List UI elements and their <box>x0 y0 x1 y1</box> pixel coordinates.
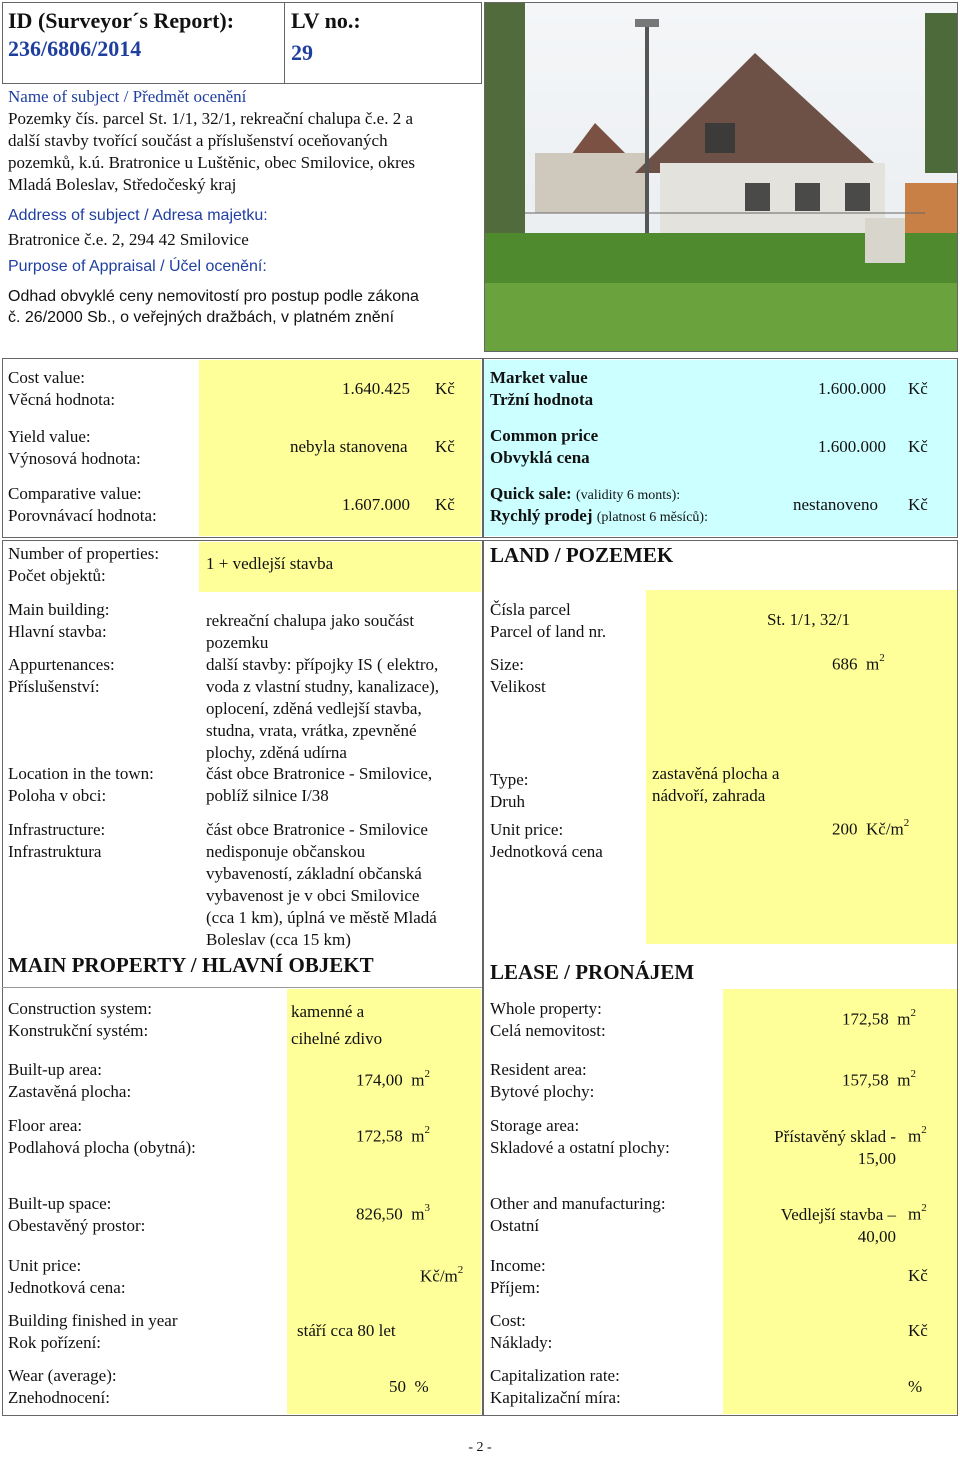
properties-count-label: Number of properties: Počet objektů: <box>8 544 160 586</box>
capitalization-label: Capitalization rate: Kapitalizační míra: <box>490 1366 621 1408</box>
year-finished-value: stáří cca 80 let <box>297 1321 396 1340</box>
wear-unit: % <box>414 1377 429 1396</box>
land-type-label: Type: Druh <box>490 770 529 812</box>
infrastructure-value: část obce Bratronice - Smilovice nedisponuje občanskou vybaveností, základní občanská vybavenost je v obci Smilovice (cca 1 km), úplná ve městě Mladá Boleslav (cca 15 km) <box>206 820 437 949</box>
comparative-value-label: Comparative value: Porovnávací hodnota: <box>8 484 157 526</box>
market-value-currency: Kč <box>908 379 928 398</box>
land-unit-price-unit: Kč/m <box>866 819 904 839</box>
builtup-space-unit: m <box>411 1204 425 1224</box>
builtup-area-label: Built-up area: Zastavěná plocha: <box>8 1060 132 1102</box>
yield-value-currency: Kč <box>435 437 455 456</box>
lv-value: 29 <box>291 40 313 65</box>
purpose-text <box>8 286 419 328</box>
cost-value-currency: Kč <box>435 379 455 398</box>
report-id-value: 236/6806/2014 <box>8 36 142 61</box>
cost-unit: Kč <box>908 1321 928 1340</box>
quick-sale-note-en: (validity 6 monts): <box>575 488 681 503</box>
market-value-amount: 1.600.000 <box>818 379 886 398</box>
storage-area-label: Storage area: Skladové a ostatní plochy: <box>490 1116 670 1158</box>
capitalization-unit: % <box>908 1377 923 1396</box>
construction-value: kamenné a cihelné zdivo <box>291 1002 383 1048</box>
common-price-currency: Kč <box>908 437 928 456</box>
cost-label: Cost: Náklady: <box>490 1311 553 1353</box>
address-label: Address of subject / Adresa majetku: <box>8 207 268 224</box>
subject-name-line-3: pozemků, k.ú. Bratronice u Luštěnic, obec Smilovice, okres <box>8 153 415 172</box>
subject-name-line-2: další stavby tvořící součást a příslušenství oceňovaných <box>8 131 388 150</box>
main-building-value: rekreační chalupa jako součást pozemku <box>206 611 415 652</box>
header-box <box>2 2 482 84</box>
properties-count-value: 1 + vedlejší stavba <box>206 554 334 573</box>
land-size-label: Size: Velikost <box>490 655 546 697</box>
location-label: Location in the town: Poloha v obci: <box>8 764 154 806</box>
storage-area-unit-m: m <box>908 1126 922 1146</box>
common-price-label: Common price Obvyklá cena <box>490 426 599 468</box>
appurtenances-value: další stavby: přípojky IS ( elektro, voda z vlastní studny, kanalizace), oplocení, zděná vedlejší stavba, studna, vrata, vrátka, zpevněné plochy, zděná udírna <box>206 655 440 762</box>
purpose-line-1: Odhad obvyklé ceny nemovitostí pro postup podle zákona <box>8 288 419 305</box>
floor-area-number: 172,58 <box>356 1126 403 1146</box>
other-label: Other and manufacturing: Ostatní <box>490 1194 666 1236</box>
subject-name-line-4: Mladá Boleslav, Středočeský kraj <box>8 175 237 194</box>
builtup-area-unit: m <box>411 1070 425 1090</box>
builtup-area-value: 174,00 $m^2$ <box>356 1068 430 1090</box>
quick-sale-label-cz: Rychlý prodej <box>490 506 593 526</box>
subject-name-text <box>8 108 476 196</box>
whole-property-unit: m <box>897 1009 911 1029</box>
whole-property-value: 172,58 $m^2$ <box>842 1007 916 1029</box>
values-divider <box>482 358 484 538</box>
details-divider <box>482 540 484 1416</box>
address-value: Bratronice č.e. 2, 294 42 Smilovice <box>8 230 249 249</box>
common-price-amount: 1.600.000 <box>818 437 886 456</box>
cost-value-amount: 1.640.425 <box>342 379 410 398</box>
lease-heading: LEASE / PRONÁJEM <box>490 960 695 984</box>
land-size-value: 686 $m^2$ <box>832 652 885 674</box>
subject-name-label: Name of subject / Předmět ocenění <box>8 87 247 106</box>
floor-area-label: Floor area: Podlahová plocha (obytná): <box>8 1116 196 1158</box>
land-unit-price-number: 200 <box>832 819 858 839</box>
quick-sale-note-cz: (platnost 6 měsíců): <box>596 510 708 526</box>
purpose-line-2: č. 26/2000 Sb., o veřejných dražbách, v platném znění <box>8 309 395 326</box>
floor-area-unit: m <box>411 1126 425 1146</box>
quick-sale-label-en: Quick sale: <box>490 484 572 503</box>
construction-label: Construction system: Konstrukční systém: <box>8 999 153 1041</box>
year-finished-label: Building finished in year Rok pořízení: <box>8 1311 178 1353</box>
infrastructure-label: Infrastructure: Infrastruktura <box>8 820 106 862</box>
lv-label: LV no.: <box>291 8 361 33</box>
unit-price-unit: Kč/m <box>420 1266 458 1286</box>
builtup-area-number: 174,00 <box>356 1070 403 1090</box>
wear-number: 50 <box>389 1377 406 1396</box>
resident-area-unit: m <box>897 1070 911 1090</box>
yield-value-label: Yield value: Výnosová hodnota: <box>8 427 141 469</box>
parcel-label: Čísla parcel Parcel of land nr. <box>490 600 607 642</box>
whole-property-number: 172,58 <box>842 1009 889 1029</box>
land-unit-price-value: 200 $Kč/m^2$ <box>832 817 910 839</box>
main-property-yellow-bg <box>287 989 481 1414</box>
main-property-rule <box>2 987 482 988</box>
quick-sale-amount: nestanoveno <box>793 495 878 514</box>
quick-sale-label <box>490 483 708 527</box>
unit-price-label: Unit price: Jednotková cena: <box>8 1256 126 1298</box>
report-id-label: ID (Surveyor´s Report): <box>8 8 235 33</box>
appurtenances-label: Appurtenances: Příslušenství: <box>8 655 115 697</box>
resident-area-value: 157,58 $m^2$ <box>842 1068 916 1090</box>
main-building-label: Main building: Hlavní stavba: <box>8 600 110 642</box>
floor-area-value: 172,58 $m^2$ <box>356 1124 430 1146</box>
comparative-value-currency: Kč <box>435 495 455 514</box>
resident-area-label: Resident area: Bytové plochy: <box>490 1060 595 1102</box>
storage-area-value: Přístavěný sklad - 15,00 <box>774 1127 896 1168</box>
other-unit-m: m <box>908 1204 922 1224</box>
whole-property-label: Whole property: Celá nemovitost: <box>490 999 606 1041</box>
market-value-label: Market value Tržní hodnota <box>490 368 594 410</box>
other-value: Vedlejší stavba – 40,00 <box>780 1205 896 1246</box>
quick-sale-currency: Kč <box>908 495 928 514</box>
land-size-number: 686 <box>832 654 858 674</box>
builtup-space-value: 826,50 $m^3$ <box>356 1202 430 1224</box>
income-label: Income: Příjem: <box>490 1256 546 1298</box>
location-value: část obce Bratronice - Smilovice, poblíž silnice I/38 <box>206 764 433 805</box>
wear-value <box>389 1377 429 1397</box>
wear-label: Wear (average): Znehodnocení: <box>8 1366 117 1408</box>
resident-area-number: 157,58 <box>842 1070 889 1090</box>
other-unit: $m^2$ <box>908 1202 927 1224</box>
yield-value-amount: nebyla stanovena <box>290 437 408 456</box>
builtup-space-number: 826,50 <box>356 1204 403 1224</box>
land-heading: LAND / POZEMEK <box>490 543 674 567</box>
main-property-heading: MAIN PROPERTY / HLAVNÍ OBJEKT <box>8 953 374 977</box>
income-unit: Kč <box>908 1266 928 1285</box>
land-unit-price-label: Unit price: Jednotková cena <box>490 820 603 862</box>
cost-value-label: Cost value: Věcná hodnota: <box>8 368 116 410</box>
comparative-value-amount: 1.607.000 <box>342 495 410 514</box>
house-photo-illustration <box>485 3 958 352</box>
property-photo <box>484 2 958 352</box>
land-type-value: zastavěná plocha a nádvoří, zahrada <box>652 764 780 805</box>
builtup-space-label: Built-up space: Obestavěný prostor: <box>8 1194 146 1236</box>
subject-name-line-1: Pozemky čís. parcel St. 1/1, 32/1, rekreační chalupa č.e. 2 a <box>8 109 414 128</box>
parcel-value: St. 1/1, 32/1 <box>767 610 851 629</box>
land-size-unit: m <box>866 654 880 674</box>
storage-area-unit: $m^2$ <box>908 1124 927 1146</box>
page-number: - 2 - <box>468 1440 492 1455</box>
unit-price-value: $Kč/m^2$ <box>420 1264 464 1286</box>
purpose-label: Purpose of Appraisal / Účel ocenění: <box>8 258 267 275</box>
